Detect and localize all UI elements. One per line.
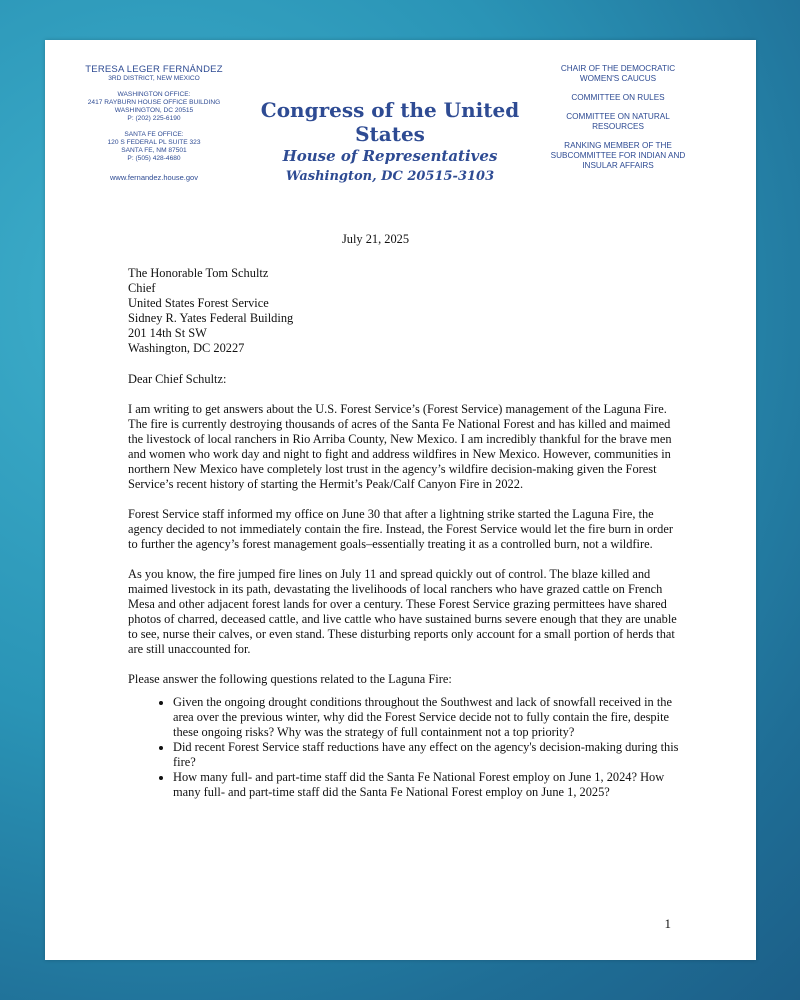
letter-page [45,40,756,960]
committee-list [543,64,693,180]
website-link[interactable]: www.fernandez.house.gov [110,173,198,182]
washington-office-line2: WASHINGTON, DC 20515 [114,107,194,114]
district: 3RD DISTRICT, NEW MEXICO [108,75,200,82]
washington-office-label: WASHINGTON OFFICE: [117,91,191,98]
member-name: TERESA LEGER FERNÁNDEZ [85,64,223,75]
letter-body [128,232,683,800]
committee-item: COMMITTEE ON RULES [571,93,665,102]
paragraph: I am writing to get answers about the U.S. Forest Service’s (Forest Service) management of the Laguna Fire. The fire is currently destroying thousands of acres of the Santa Fe National Forest and has killed and maimed the livestock of local ranchers in Rio Arriba County, New Mexico. I am incredibly thankful for the brave men and women who work day and night to fight and address wildfires in New Mexico. However, communities in northern New Mexico have completely lost trust in the agency’s wildfire decision-making given the Forest Service’s recent history of starting the Hermit’s Peak/Calf Canyon Fire in 2022. [128,402,672,491]
paragraph: Forest Service staff informed my office on June 30 that after a lightning strike started the Laguna Fire, the agency decided to not immediately contain the fire. Instead, the Forest Service would let the fire burn in order to further the agency’s forest management goals–essentially treating it as a controlled burn, not a wildfire. [128,507,674,551]
question-list [128,695,683,800]
paragraph: Please answer the following questions related to the Laguna Fire: [128,672,452,686]
recipient-address [128,266,683,356]
congress-title: Congress of the United States [260,98,520,146]
paragraph: As you know, the fire jumped fire lines on July 11 and spread quickly out of control. The blaze killed and maimed livestock in its path, devastating the livelihoods of local ranchers who have grazed cattle on French Mesa and other adjacent forest lands for over a century. These Forest Service grazing permittees have shared photos of charred, deceased cattle, and live cattle who have sustained burns severe enough that they are unable to see, nurse their calves, or even stand. These disturbing reports only account for a small portion of herds that are still unaccounted for. [128,567,677,656]
address-line: The Honorable Tom Schultz [128,266,269,280]
question-item: • How many full- and part-time staff did the Santa Fe National Forest employ on June 1, 2024? How many full- and part-time staff did the Santa Fe National Forest employ on June 1, 2025? [173,770,683,800]
santa-fe-office-label: SANTA FE OFFICE: [124,131,184,138]
letter-date: July 21, 2025 [341,232,410,246]
santa-fe-office-line1: 120 S FEDERAL PL SUITE 323 [107,139,201,146]
santa-fe-office-phone: P: (505) 428-4680 [127,155,181,162]
page-number: 1 [664,916,671,931]
committee-item: RANKING MEMBER OF THE SUBCOMMITTEE FOR INDIAN AND INSULAR AFFAIRS [550,141,686,170]
salutation: Dear Chief Schultz: [128,372,227,386]
washington-office-phone: P: (202) 225-6190 [127,115,181,122]
address-line: 201 14th St SW [128,326,207,340]
congress-letterhead [240,98,540,188]
house-title: House of Representatives [282,147,498,165]
address-line: Washington, DC 20227 [128,341,245,355]
member-info [79,64,229,182]
address-line: United States Forest Service [128,296,269,310]
washington-office-line1: 2417 RAYBURN HOUSE OFFICE BUILDING [87,99,221,106]
question-item: • Given the ongoing drought conditions throughout the Southwest and lack of snowfall received in the area over the previous winter, why did the Forest Service decide not to fully contain the fire, despite these ongoing risks? Why was the strategy of full containment not a top priority? [173,695,683,740]
question-item: • Did recent Forest Service staff reductions have any effect on the agency's decision-making during this fire? [173,740,683,770]
committee-item: COMMITTEE ON NATURAL RESOURCES [566,112,670,131]
santa-fe-office-line2: SANTA FE, NM 87501 [121,147,187,154]
address-line: Sidney R. Yates Federal Building [128,311,294,325]
committee-item: CHAIR OF THE DEMOCRATIC WOMEN'S CAUCUS [560,64,676,83]
city-zip: Washington, DC 20515-3103 [285,169,495,184]
address-line: Chief [128,281,156,295]
